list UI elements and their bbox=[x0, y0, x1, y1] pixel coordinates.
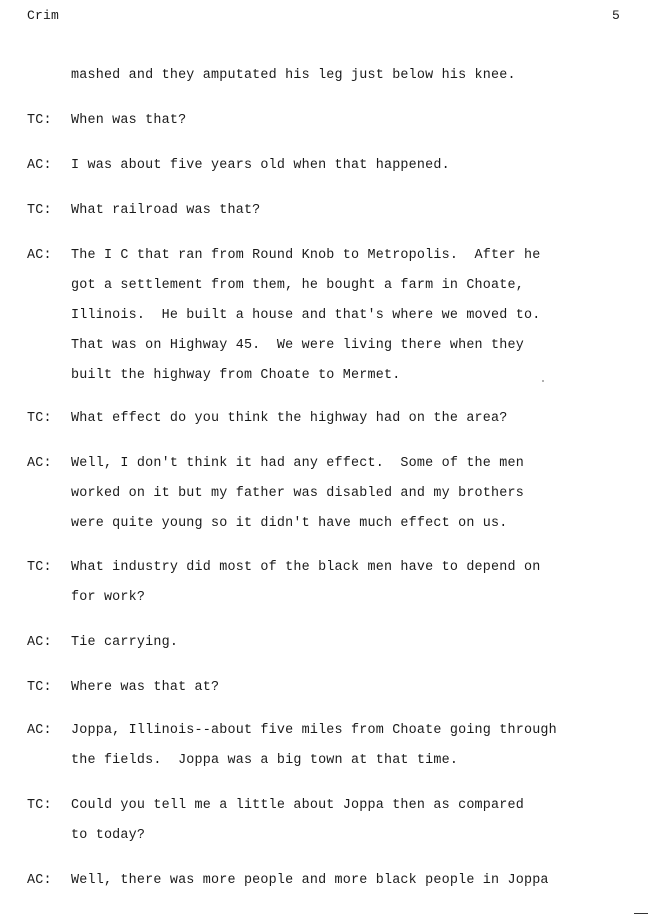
speaker-label: TC: bbox=[27, 411, 52, 426]
transcript-text-line: to today? bbox=[71, 828, 146, 843]
speaker-label: AC: bbox=[27, 723, 52, 738]
header-name: Crim bbox=[27, 8, 60, 23]
transcript-text-line: I was about five years old when that happened. bbox=[71, 158, 450, 173]
transcript-text-line: Where was that at? bbox=[71, 680, 220, 695]
transcript-text-line: What effect do you think the highway had on the area? bbox=[71, 411, 508, 426]
speaker-label: AC: bbox=[27, 873, 52, 888]
transcript-text-line: Well, there was more people and more black people in Joppa bbox=[71, 873, 549, 888]
speaker-label: TC: bbox=[27, 113, 52, 128]
transcript-text-line: Tie carrying. bbox=[71, 635, 179, 650]
speaker-label: AC: bbox=[27, 456, 52, 471]
page-number: 5 bbox=[612, 8, 621, 23]
speaker-label: TC: bbox=[27, 798, 52, 813]
transcript-text-line: the fields. Joppa was a big town at that time. bbox=[71, 753, 459, 768]
transcript-text-line: worked on it but my father was disabled and my brothers bbox=[71, 486, 524, 501]
speaker-label: TC: bbox=[27, 560, 52, 575]
speaker-label: AC: bbox=[27, 635, 52, 650]
transcript-text-line: Well, I don't think it had any effect. Some of the men bbox=[71, 456, 524, 471]
transcript-text-line: for work? bbox=[71, 590, 146, 605]
transcript-text-line: What industry did most of the black men have to depend on bbox=[71, 560, 541, 575]
transcript-text-line: got a settlement from them, he bought a farm in Choate, bbox=[71, 278, 524, 293]
transcript-text-line: When was that? bbox=[71, 113, 187, 128]
transcript-text-line: mashed and they amputated his leg just below his knee. bbox=[71, 68, 516, 83]
scan-speck bbox=[542, 380, 544, 382]
transcript-text-line: were quite young so it didn't have much effect on us. bbox=[71, 516, 508, 531]
transcript-text-line: Illinois. He built a house and that's where we moved to. bbox=[71, 308, 541, 323]
transcript-text-line: What railroad was that? bbox=[71, 203, 261, 218]
transcript-text-line: Joppa, Illinois--about five miles from Choate going through bbox=[71, 723, 557, 738]
transcript-text-line: Could you tell me a little about Joppa then as compared bbox=[71, 798, 524, 813]
transcript-text-line: That was on Highway 45. We were living there when they bbox=[71, 338, 524, 353]
transcript-text-line: built the highway from Choate to Mermet. bbox=[71, 368, 401, 383]
transcript-text-line: The I C that ran from Round Knob to Metropolis. After he bbox=[71, 248, 541, 263]
speaker-label: TC: bbox=[27, 680, 52, 695]
speaker-label: AC: bbox=[27, 248, 52, 263]
page-edge-mark bbox=[634, 913, 648, 914]
speaker-label: TC: bbox=[27, 203, 52, 218]
speaker-label: AC: bbox=[27, 158, 52, 173]
